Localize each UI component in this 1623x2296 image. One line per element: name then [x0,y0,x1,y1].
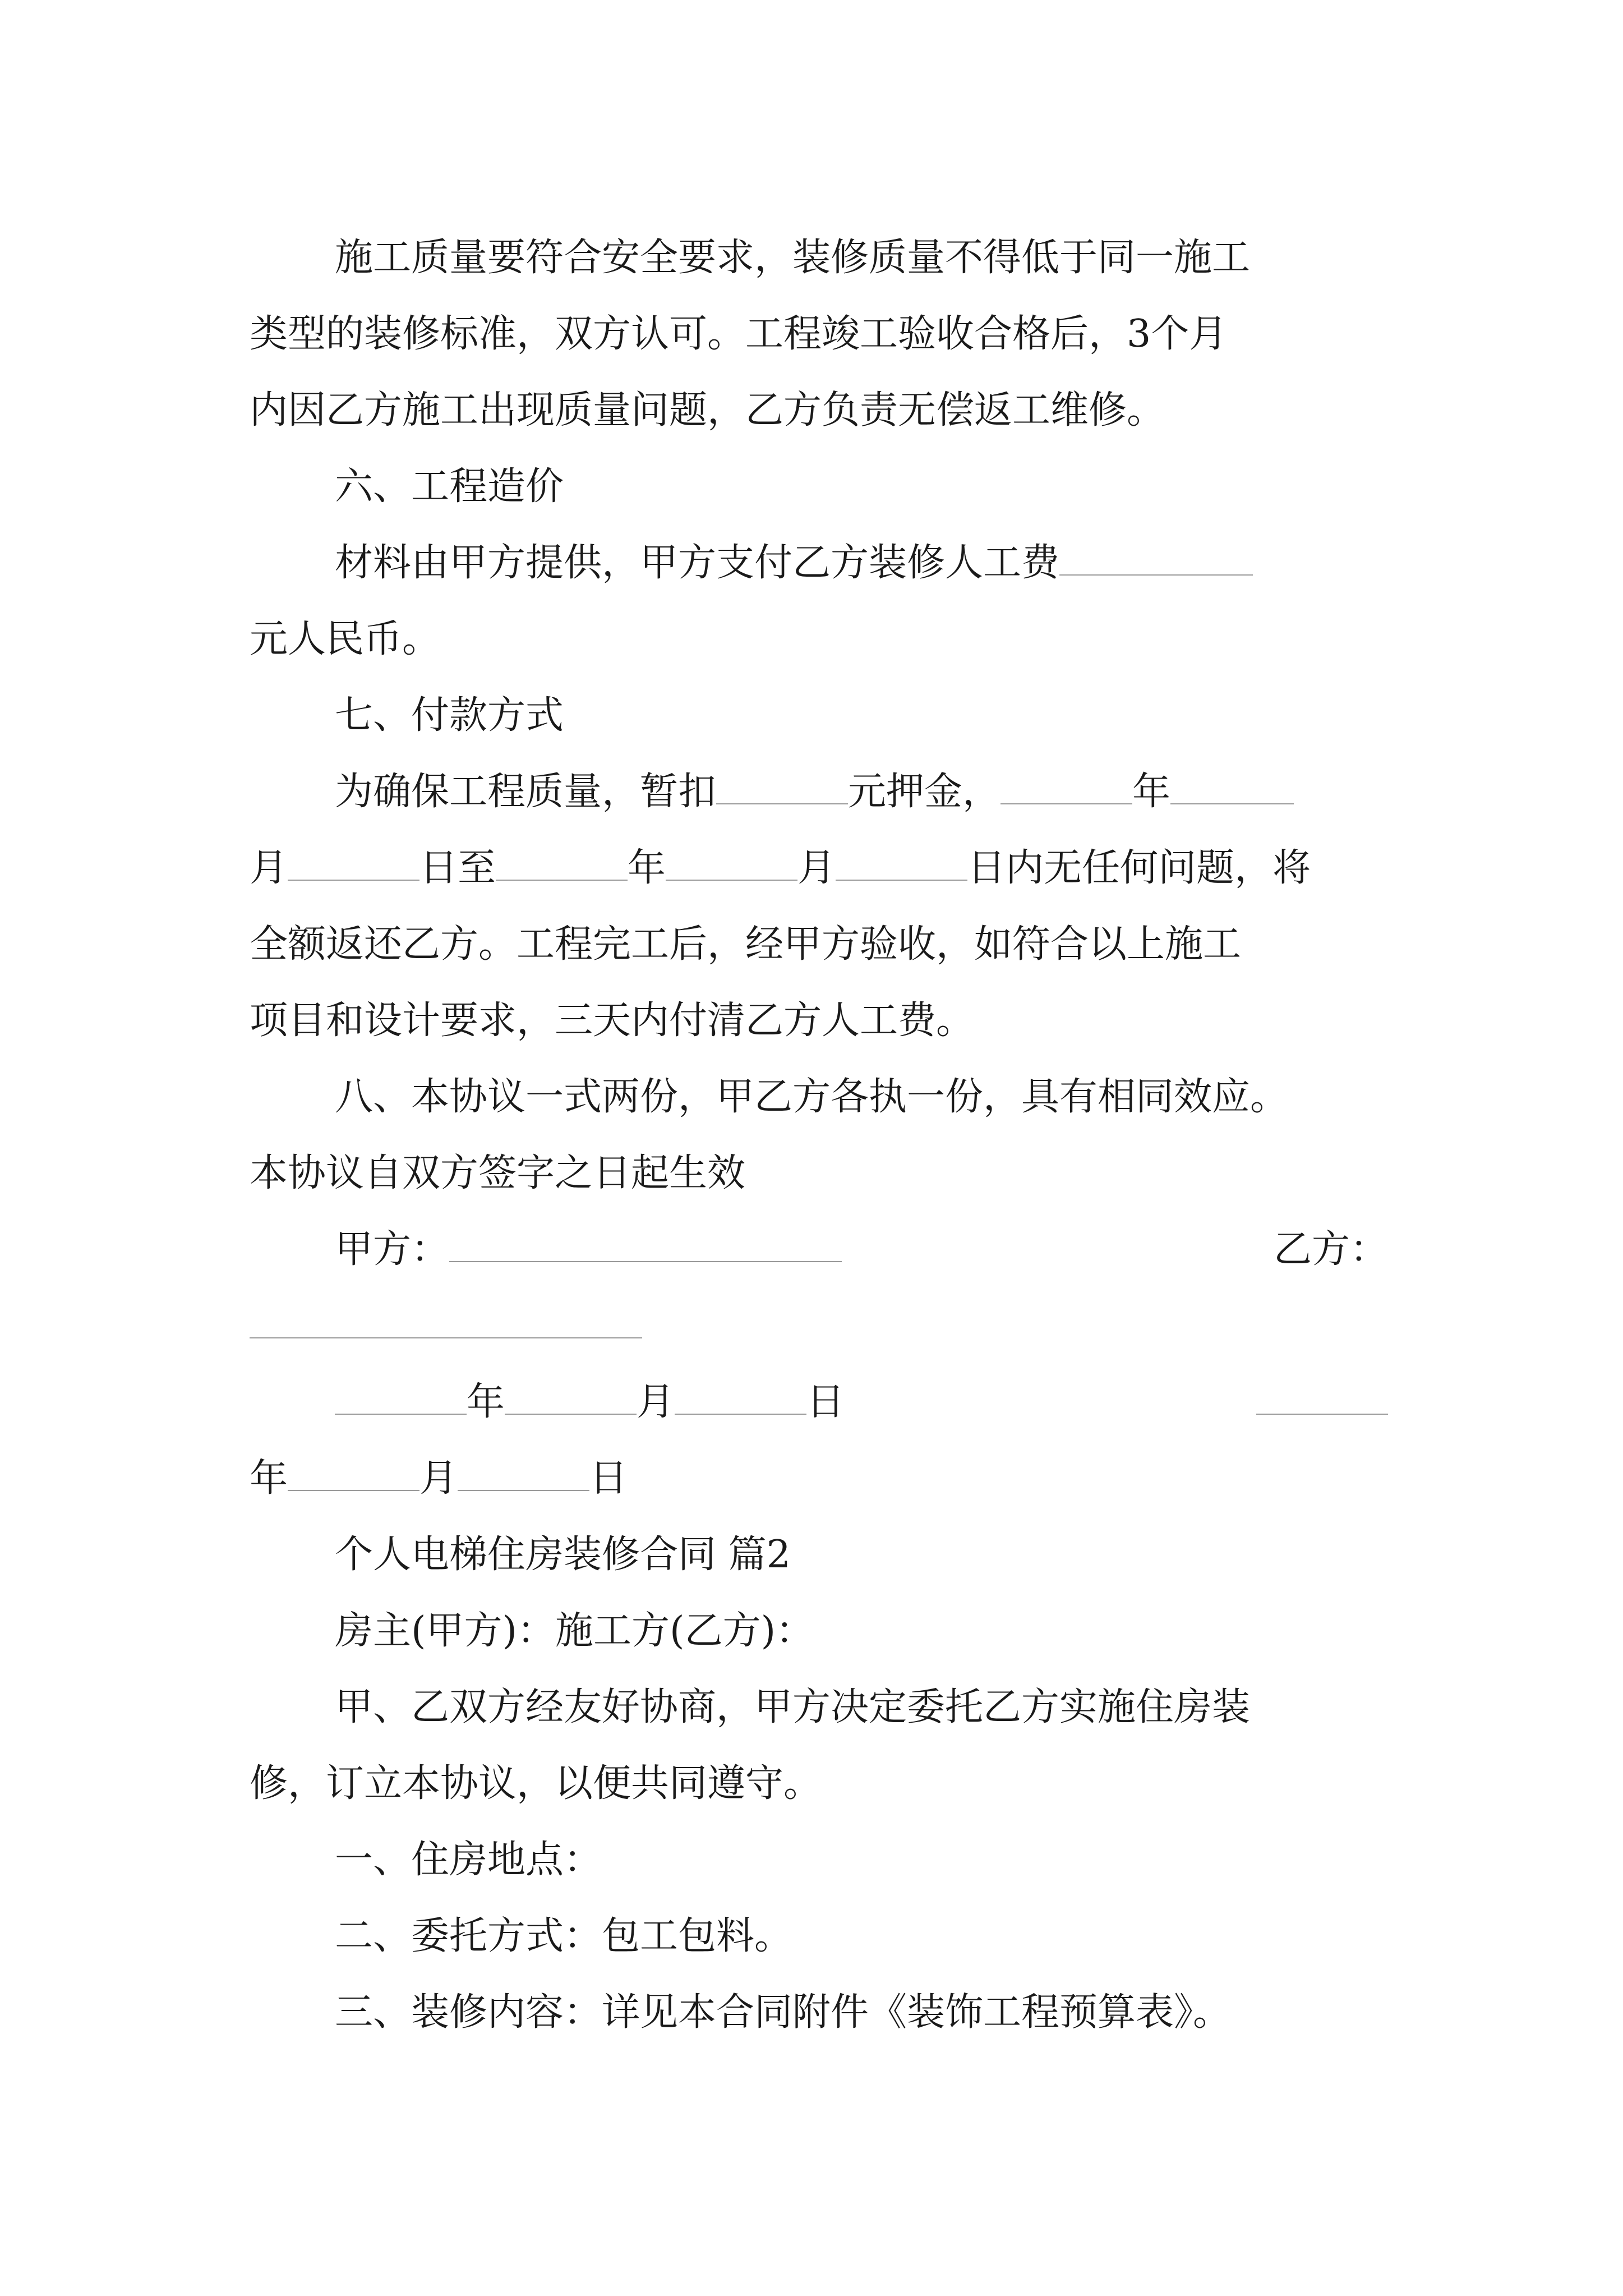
fill-blank [716,764,848,804]
party-a-signature [335,1212,842,1288]
text: 类型的装修标准，双方认可。工程竣工验收合格后，3个月 [250,312,1228,356]
paragraph-line [250,1135,1388,1212]
text: 一、住房地点： [335,1838,602,1882]
text: 月 [419,1456,458,1501]
section-heading [250,449,1388,525]
signature-blank [449,1222,842,1262]
text: 月 [637,1380,675,1424]
section-heading [250,1975,1388,2051]
text: 项目和设计要求，三天内付清乙方人工费。 [250,999,975,1043]
text: 日 [589,1456,628,1501]
text: 年 [628,846,666,890]
text: 内因乙方施工出现质量问题，乙方负责无偿返工维修。 [250,388,1165,432]
paragraph-line [250,754,1388,830]
text: 甲方： [335,1227,450,1272]
text: 年 [1132,770,1171,814]
text: 八、本协议一式两份，甲乙方各执一份，具有相同效应。 [335,1075,1289,1119]
parties-line [250,1593,1388,1669]
paragraph-line [250,372,1388,449]
fill-blank [1170,764,1294,804]
paragraph-line [250,983,1388,1059]
fill-blank [505,1374,637,1415]
signature-line [250,1212,1388,1288]
paragraph-line [250,220,1388,296]
text: 修，订立本协议，以便共同遵守。 [250,1761,822,1806]
text: 元人民币。 [250,617,441,661]
fill-blank [1000,764,1132,804]
text: 甲、乙双方经友好协商，甲方决定委托乙方实施住房装 [335,1685,1251,1729]
text: 为确保工程质量，暂扣 [335,770,717,814]
section-heading [250,1898,1388,1975]
fill-blank [496,840,628,881]
paragraph-line [250,907,1388,983]
party-b-label: 乙方： [1273,1227,1388,1272]
text: 日至 [419,846,496,890]
party-b-date-blank [1256,1364,1388,1441]
text: 年 [467,1380,505,1424]
text: 年 [250,1456,288,1501]
date-line [250,1441,1388,1517]
fill-blank [675,1374,806,1415]
text: 材料由甲方提供，甲方支付乙方装修人工费 [335,541,1060,585]
paragraph-line [250,601,1388,678]
party-a-date [335,1364,845,1441]
text: 房主(甲方)：施工方(乙方)： [335,1609,814,1653]
signature-blank [250,1298,642,1338]
text: 元押金， [848,770,1001,814]
paragraph-line [250,1746,1388,1822]
text: 本协议自双方签字之日起生效 [250,1151,746,1195]
text: 月 [250,846,288,890]
paragraph-line [250,1669,1388,1746]
text: 日 [806,1380,845,1424]
fill-blank [1256,1374,1388,1415]
text: 三、装修内容：详见本合同附件《装饰工程预算表》。 [335,1990,1232,2035]
date-line [250,1364,1388,1441]
signature-line [250,1288,1388,1364]
paragraph-line [250,1059,1388,1135]
fill-blank [666,840,797,881]
fill-blank [1059,535,1253,576]
text: 二、委托方式：包工包料。 [335,1914,793,1958]
fill-blank [288,1451,419,1491]
contract-title [250,1517,1388,1593]
text: 月 [797,846,836,890]
paragraph-line [250,296,1388,372]
fill-blank [335,1374,467,1415]
text: 七、付款方式 [335,693,564,738]
text: 施工质量要符合安全要求，装修质量不得低于同一施工 [335,236,1251,280]
document-body [250,220,1388,2051]
section-heading [250,678,1388,754]
paragraph-line [250,830,1388,907]
text: 个人电梯住房装修合同 篇2 [335,1533,791,1577]
text: 日内无任何问题，将 [967,846,1311,890]
section-heading [250,1822,1388,1898]
text: 全额返还乙方。工程完工后，经甲方验收，如符合以上施工 [250,922,1242,967]
paragraph-line [250,525,1388,601]
fill-blank [458,1451,589,1491]
text: 六、工程造价 [335,464,564,509]
fill-blank [836,840,967,881]
fill-blank [288,840,419,881]
